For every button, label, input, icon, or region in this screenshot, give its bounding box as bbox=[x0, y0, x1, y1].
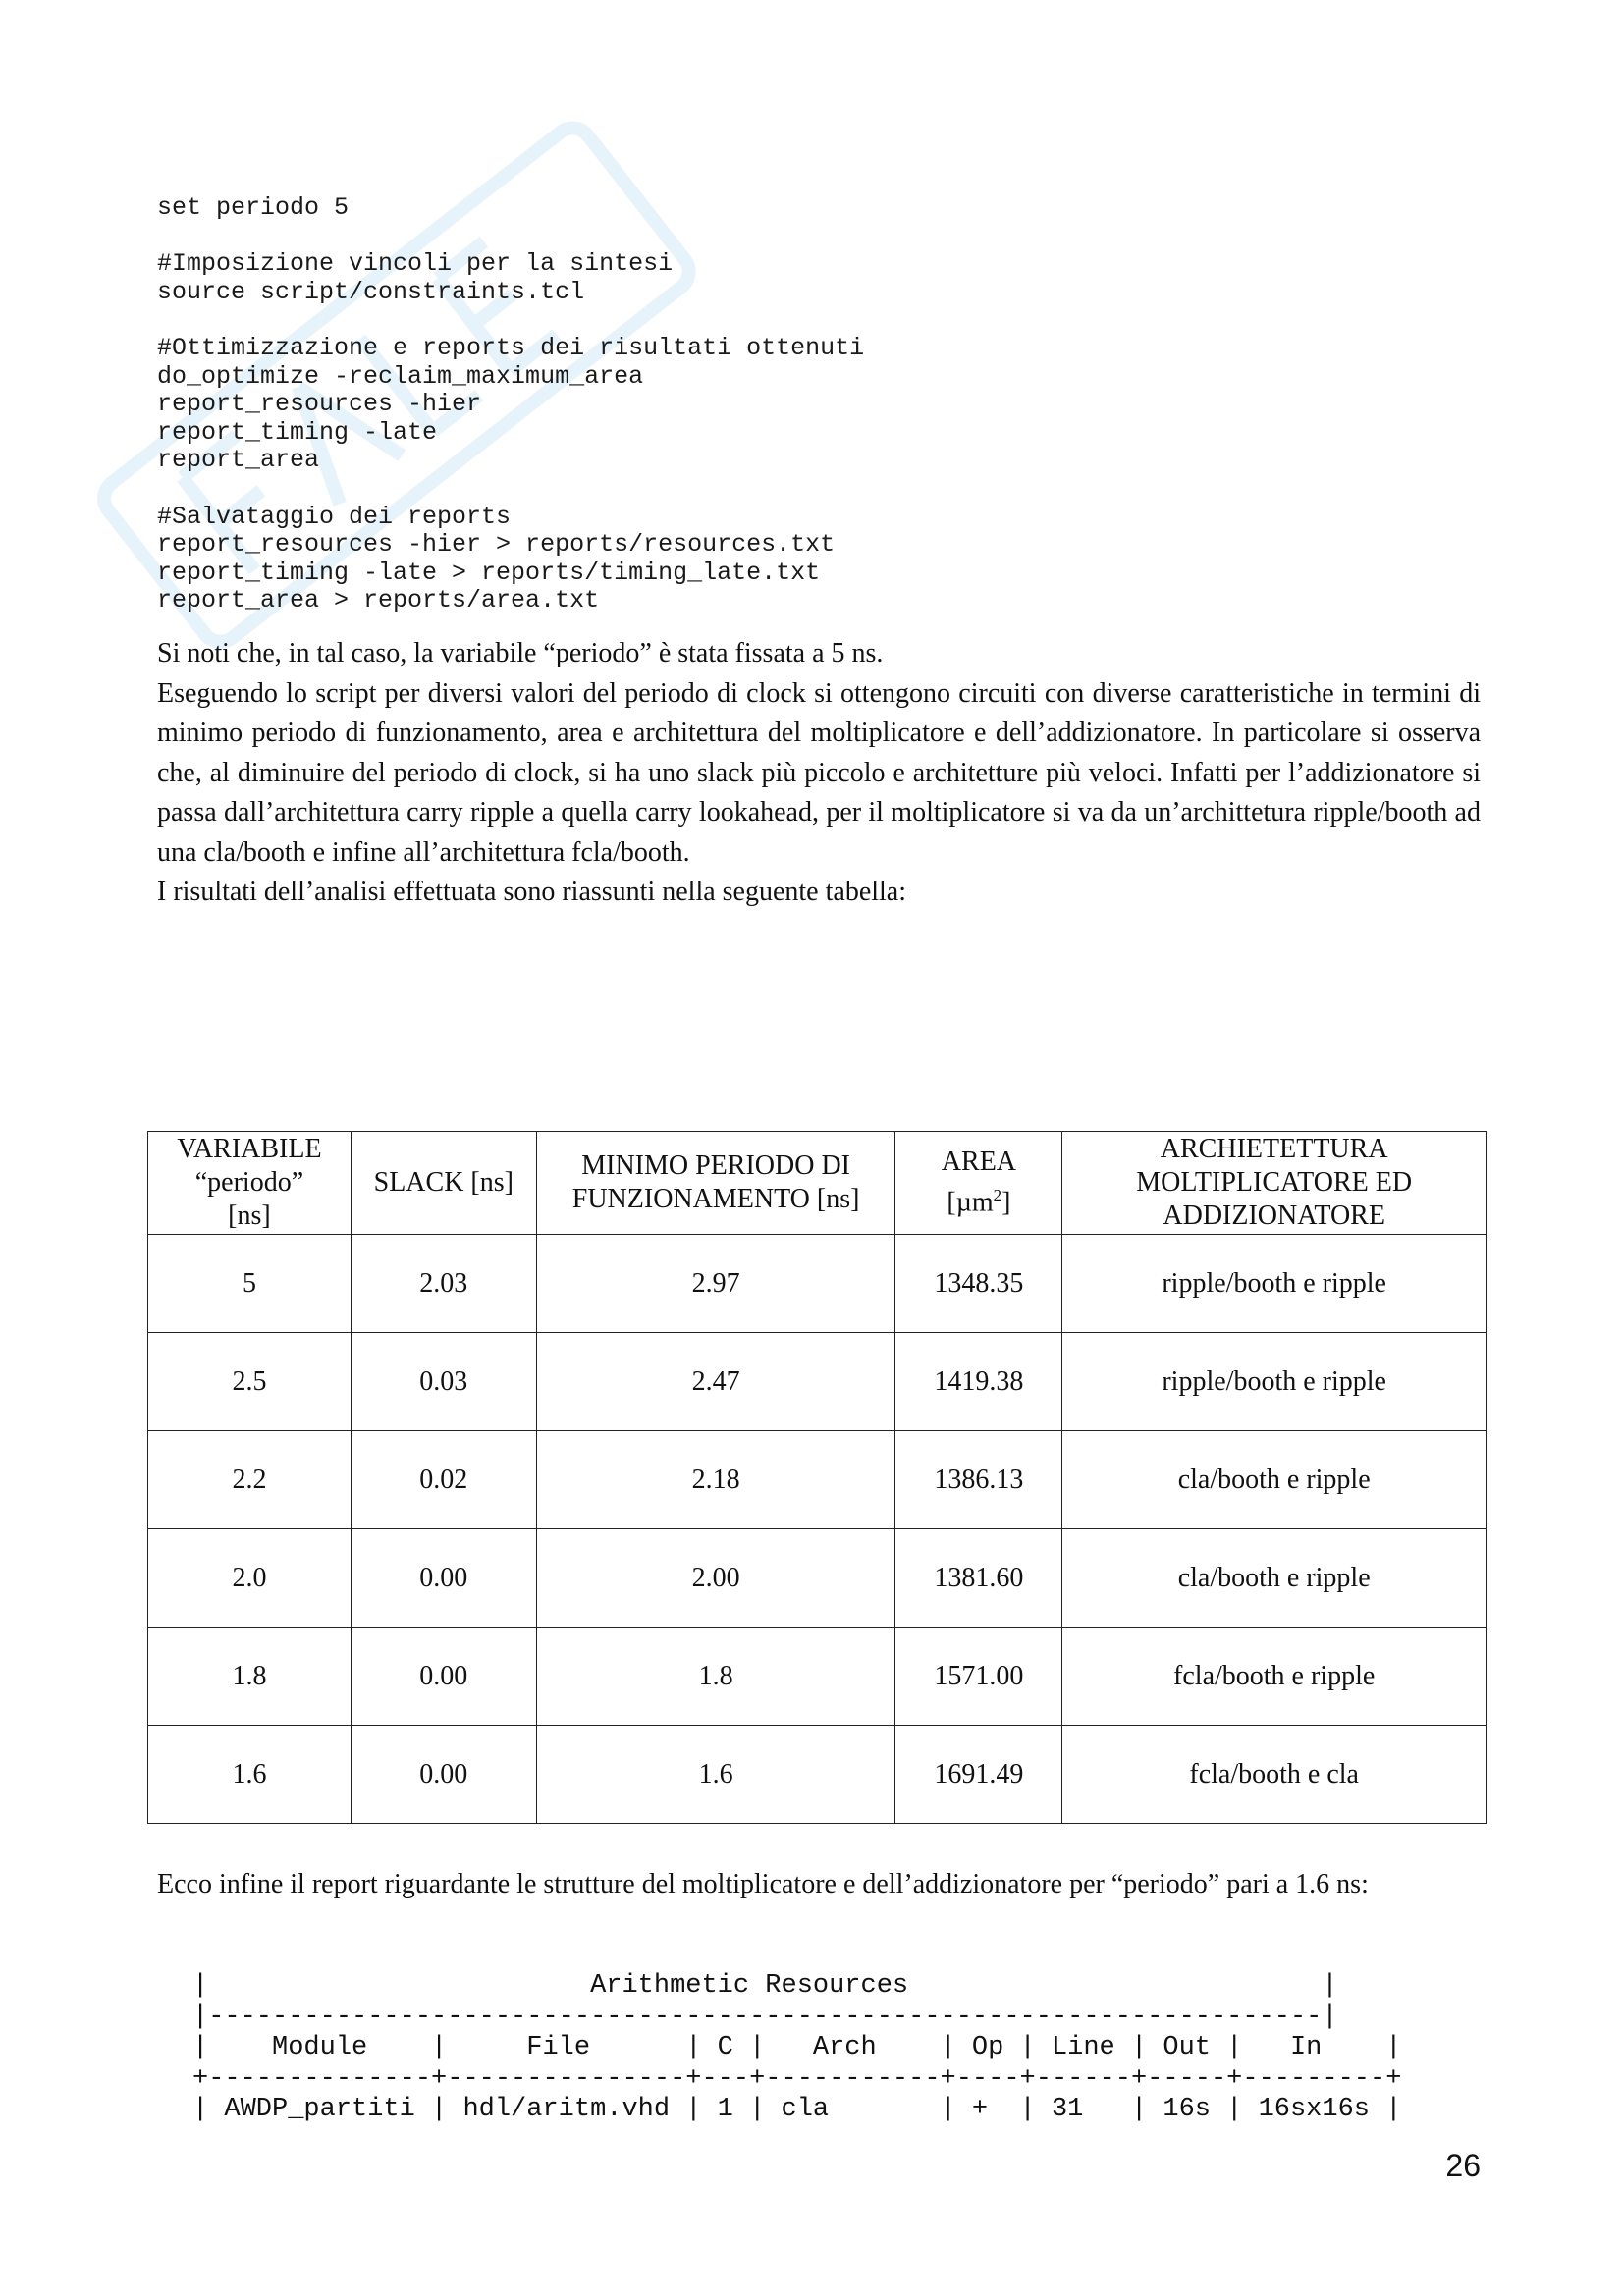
header-area: AREA [µm$^2$] bbox=[895, 1132, 1062, 1235]
header-minimo-periodo: MINIMO PERIODO DI FUNZIONAMENTO [ns] bbox=[536, 1132, 895, 1235]
code-line: report_resources -hier > reports/resources.txt bbox=[157, 530, 836, 560]
cell-periodo: 5 bbox=[148, 1235, 352, 1333]
code-line: source script/constraints.tcl bbox=[157, 277, 585, 306]
table-header-row bbox=[148, 1132, 1487, 1235]
code-line: #Imposizione vincoli per la sintesi bbox=[157, 249, 674, 279]
cell-area: 1386.13 bbox=[895, 1431, 1062, 1529]
cell-arch: fcla/booth e cla bbox=[1062, 1726, 1487, 1824]
table-row bbox=[148, 1235, 1487, 1333]
body-text bbox=[157, 634, 1481, 913]
paragraph: I risultati dell’analisi effettuata sono riassunti nella seguente tabella: bbox=[157, 877, 907, 907]
code-line: report_resources -hier bbox=[157, 390, 482, 419]
code-line: report_timing -late bbox=[157, 417, 438, 447]
cell-arch: ripple/booth e ripple bbox=[1062, 1235, 1487, 1333]
cell-arch: ripple/booth e ripple bbox=[1062, 1333, 1487, 1431]
report-line: | Arithmetic Resources | bbox=[192, 1971, 1338, 2001]
code-line bbox=[157, 223, 864, 251]
cell-minimo: 1.8 bbox=[536, 1628, 895, 1726]
page-number: 26 bbox=[1445, 2148, 1481, 2183]
code-line bbox=[157, 475, 864, 504]
cell-periodo: 2.5 bbox=[148, 1333, 352, 1431]
header-slack: SLACK [ns] bbox=[351, 1132, 536, 1235]
paragraph: Si noti che, in tal caso, la variabile “periodo” è stata fissata a 5 ns. bbox=[157, 638, 884, 668]
code-line: do_optimize -reclaim_maximum_area bbox=[157, 361, 644, 391]
report-line: | AWDP_partiti | hdl/aritm.vhd | 1 | cla | + | 31 | 16s | 16sx16s | bbox=[192, 2095, 1402, 2125]
table-row bbox=[148, 1431, 1487, 1529]
table-row bbox=[148, 1333, 1487, 1431]
cell-slack: 0.00 bbox=[351, 1628, 536, 1726]
cell-area: 1348.35 bbox=[895, 1235, 1062, 1333]
code-line: report_area > reports/area.txt bbox=[157, 586, 600, 615]
cell-area: 1571.00 bbox=[895, 1628, 1062, 1726]
cell-minimo: 2.00 bbox=[536, 1529, 895, 1628]
report-line: |----------------------------------------------------------------------| bbox=[192, 2002, 1338, 2032]
table-row bbox=[148, 1628, 1487, 1726]
cell-periodo: 2.2 bbox=[148, 1431, 352, 1529]
cell-minimo: 2.18 bbox=[536, 1431, 895, 1529]
arithmetic-resources-report bbox=[192, 1971, 1401, 2126]
cell-arch: cla/booth e ripple bbox=[1062, 1529, 1487, 1628]
cell-periodo: 2.0 bbox=[148, 1529, 352, 1628]
code-line: #Salvataggio dei reports bbox=[157, 502, 512, 531]
cell-minimo: 2.97 bbox=[536, 1235, 895, 1333]
cell-slack: 0.00 bbox=[351, 1529, 536, 1628]
paragraph: Eseguendo lo script per diversi valori del periodo di clock si ottengono circuiti con diverse caratteristiche in termini di minimo periodo di funzionamento, area e architettura del moltiplicatore e dell’addizionatore. In particolare si osserva che, al diminuire del periodo di clock, si ha uno slack più piccolo e architetture più veloci. Infatti per l’addizionatore si passa dall’architettura carry ripple a quella carry lookahead, per il moltiplicatore si va da un’archittetura ripple/booth ad una cla/booth e infine all’architettura fcla/booth. bbox=[157, 677, 1481, 868]
table-row bbox=[148, 1529, 1487, 1628]
code-line: report_area bbox=[157, 446, 320, 475]
table-row bbox=[148, 1726, 1487, 1824]
report-line: +--------------+---------------+---+-----------+----+------+-----+---------+ bbox=[192, 2063, 1402, 2094]
code-line: report_timing -late > reports/timing_late.txt bbox=[157, 558, 821, 587]
cell-slack: 0.02 bbox=[351, 1431, 536, 1529]
cell-minimo: 1.6 bbox=[536, 1726, 895, 1824]
code-line bbox=[157, 306, 864, 335]
cell-area: 1419.38 bbox=[895, 1333, 1062, 1431]
report-line: | Module | File | C | Arch | Op | Line | Out | In | bbox=[192, 2033, 1402, 2063]
header-architettura: ARCHIETETTURA MOLTIPLICATORE ED ADDIZIONATORE bbox=[1062, 1132, 1487, 1235]
cell-area: 1381.60 bbox=[895, 1529, 1062, 1628]
cell-arch: cla/booth e ripple bbox=[1062, 1431, 1487, 1529]
code-block bbox=[157, 194, 864, 615]
results-table bbox=[147, 1131, 1487, 1824]
cell-periodo: 1.8 bbox=[148, 1628, 352, 1726]
cell-periodo: 1.6 bbox=[148, 1726, 352, 1824]
closing-paragraph: Ecco infine il report riguardante le strutture del moltiplicatore e dell’addizionatore per “periodo” pari a 1.6 ns: bbox=[157, 1869, 1369, 1899]
cell-slack: 0.03 bbox=[351, 1333, 536, 1431]
code-line: #Ottimizzazione e reports dei risultati ottenuti bbox=[157, 333, 865, 362]
cell-arch: fcla/booth e ripple bbox=[1062, 1628, 1487, 1726]
header-variabile: VARIABILE “periodo” [ns] bbox=[148, 1132, 352, 1235]
cell-area: 1691.49 bbox=[895, 1726, 1062, 1824]
cell-slack: 0.00 bbox=[351, 1726, 536, 1824]
cell-slack: 2.03 bbox=[351, 1235, 536, 1333]
code-line: set periodo 5 bbox=[157, 193, 350, 222]
cell-minimo: 2.47 bbox=[536, 1333, 895, 1431]
